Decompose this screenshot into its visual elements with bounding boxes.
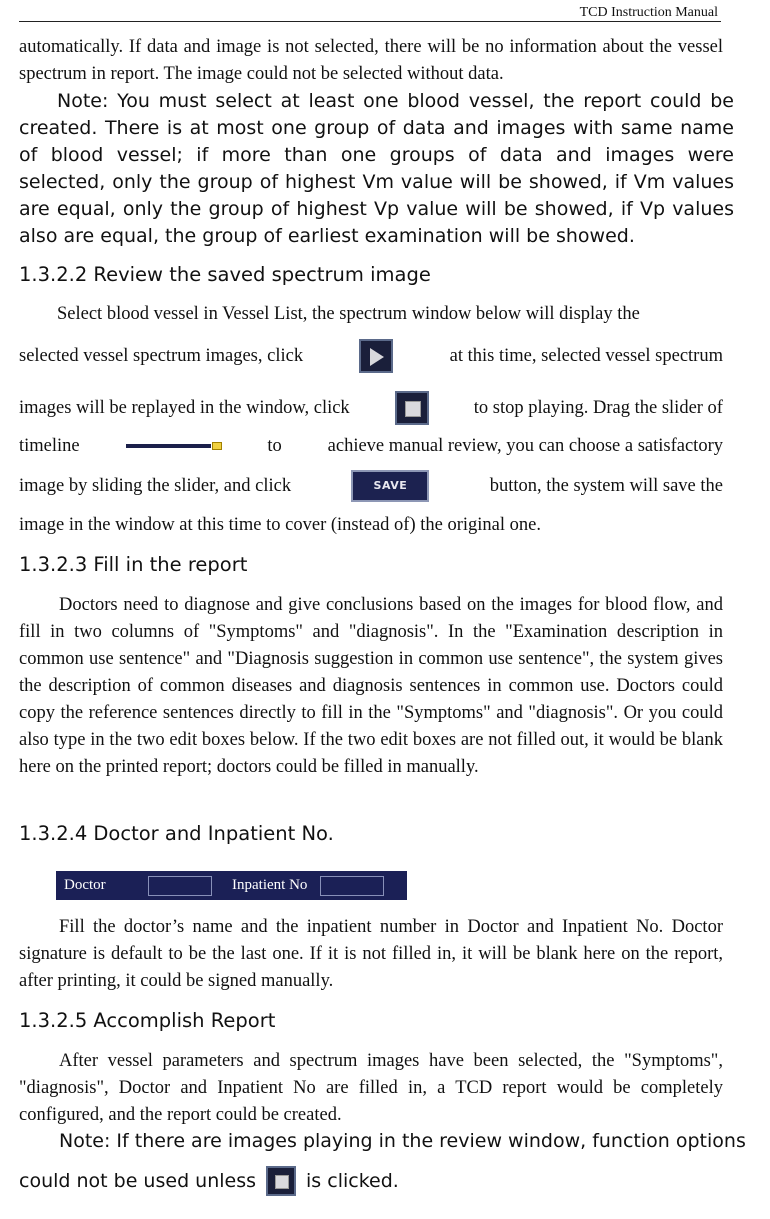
stop-button[interactable] — [395, 391, 429, 425]
heading-doctor-inpatient: 1.3.2.4 Doctor and Inpatient No. — [19, 822, 334, 845]
paragraph-fill-report: Doctors need to diagnose and give conclusions based on the images for blood flow, and fill in two columns of "Symptoms" and "diagnosis". In the "Examination description in common use sentence" and "Diagnosis suggestion in common use sentence", the system gives the description of common diseases and diagnosis sentences in common use. Doctors could copy the reference sentences directly to fill in the "Symptoms" and "diagnosis". Or you could also type in the two edit boxes below. If the two edit boxes are not filled out, it would be blank here on the printed report; doctors could be filled in manually. — [19, 595, 723, 777]
review-line-4 — [19, 434, 723, 458]
paragraph-top: automatically. If data and image is not selected, there will be no information about the vessel spectrum in report. The image could not be selected without data. — [19, 37, 723, 84]
note-review-line-2 — [19, 1164, 399, 1198]
doctor-label: Doctor — [64, 877, 106, 893]
doctor-inpatient-panel — [56, 871, 407, 900]
header-title: TCD Instruction Manual — [579, 5, 718, 20]
review-line-2 — [19, 338, 723, 374]
header-divider — [19, 21, 721, 22]
review-text: selected vessel spectrum images, click — [19, 346, 304, 366]
review-text: to — [267, 436, 282, 456]
timeline-slider[interactable] — [126, 441, 222, 451]
stop-icon — [275, 1175, 289, 1189]
review-line-1 — [19, 302, 723, 326]
inpatient-label: Inpatient No — [232, 877, 308, 893]
paragraph-accomplish: After vessel parameters and spectrum images have been selected, the "Symptoms", "diagnosis", Doctor and Inpatient No are filled in, a TCD report would be completely configured, and the report could be created. — [19, 1051, 723, 1125]
stop-icon — [405, 401, 421, 417]
review-text: image by sliding the slider, and click — [19, 476, 292, 496]
review-line-5 — [19, 468, 723, 504]
review-text: button, the system will save the — [489, 476, 723, 496]
save-button[interactable]: SAVE — [351, 470, 429, 502]
note-review-line-1: Note: If there are images playing in the review window, function options — [59, 1130, 746, 1152]
doctor-input[interactable] — [148, 876, 212, 896]
timeline-track — [126, 444, 211, 448]
heading-review-spectrum: 1.3.2.2 Review the saved spectrum image — [19, 263, 431, 286]
review-text: images will be replayed in the window, click — [19, 398, 350, 418]
stop-button[interactable] — [266, 1166, 296, 1196]
heading-fill-report: 1.3.2.3 Fill in the report — [19, 553, 248, 576]
review-line-6 — [19, 513, 723, 537]
note-text: could not be used unless — [19, 1170, 257, 1192]
review-text: at this time, selected vessel spectrum — [449, 346, 723, 366]
review-text: image in the window at this time to cover (instead of) the original one. — [19, 515, 541, 535]
note-select-vessel: Note: You must select at least one blood vessel, the report could be created. There is at most one group of data and images with same name of blood vessel; if more than one groups of data and images were selected, only the group of highest Vm value will be showed, if Vm values are equal, only the group of highest Vp value will be showed, if Vp values also are equal, the group of earliest examination will be showed. — [19, 90, 734, 247]
play-icon — [368, 347, 386, 367]
inpatient-input[interactable] — [320, 876, 384, 896]
timeline-thumb[interactable] — [212, 442, 222, 450]
review-text: Select blood vessel in Vessel List, the spectrum window below will display the — [57, 304, 640, 324]
review-text: timeline — [19, 436, 80, 456]
play-button[interactable] — [359, 339, 393, 373]
review-text: to stop playing. Drag the slider of — [473, 398, 723, 418]
review-line-3 — [19, 390, 723, 426]
review-text: achieve manual review, you can choose a satisfactory — [327, 436, 723, 456]
heading-accomplish-report: 1.3.2.5 Accomplish Report — [19, 1009, 276, 1032]
paragraph-doctor: Fill the doctor’s name and the inpatient number in Doctor and Inpatient No. Doctor signature is default to be the last one. If it is not filled in, it will be blank here on the report, after printing, it could be signed manually. — [19, 917, 723, 991]
note-text: is clicked. — [306, 1170, 399, 1192]
